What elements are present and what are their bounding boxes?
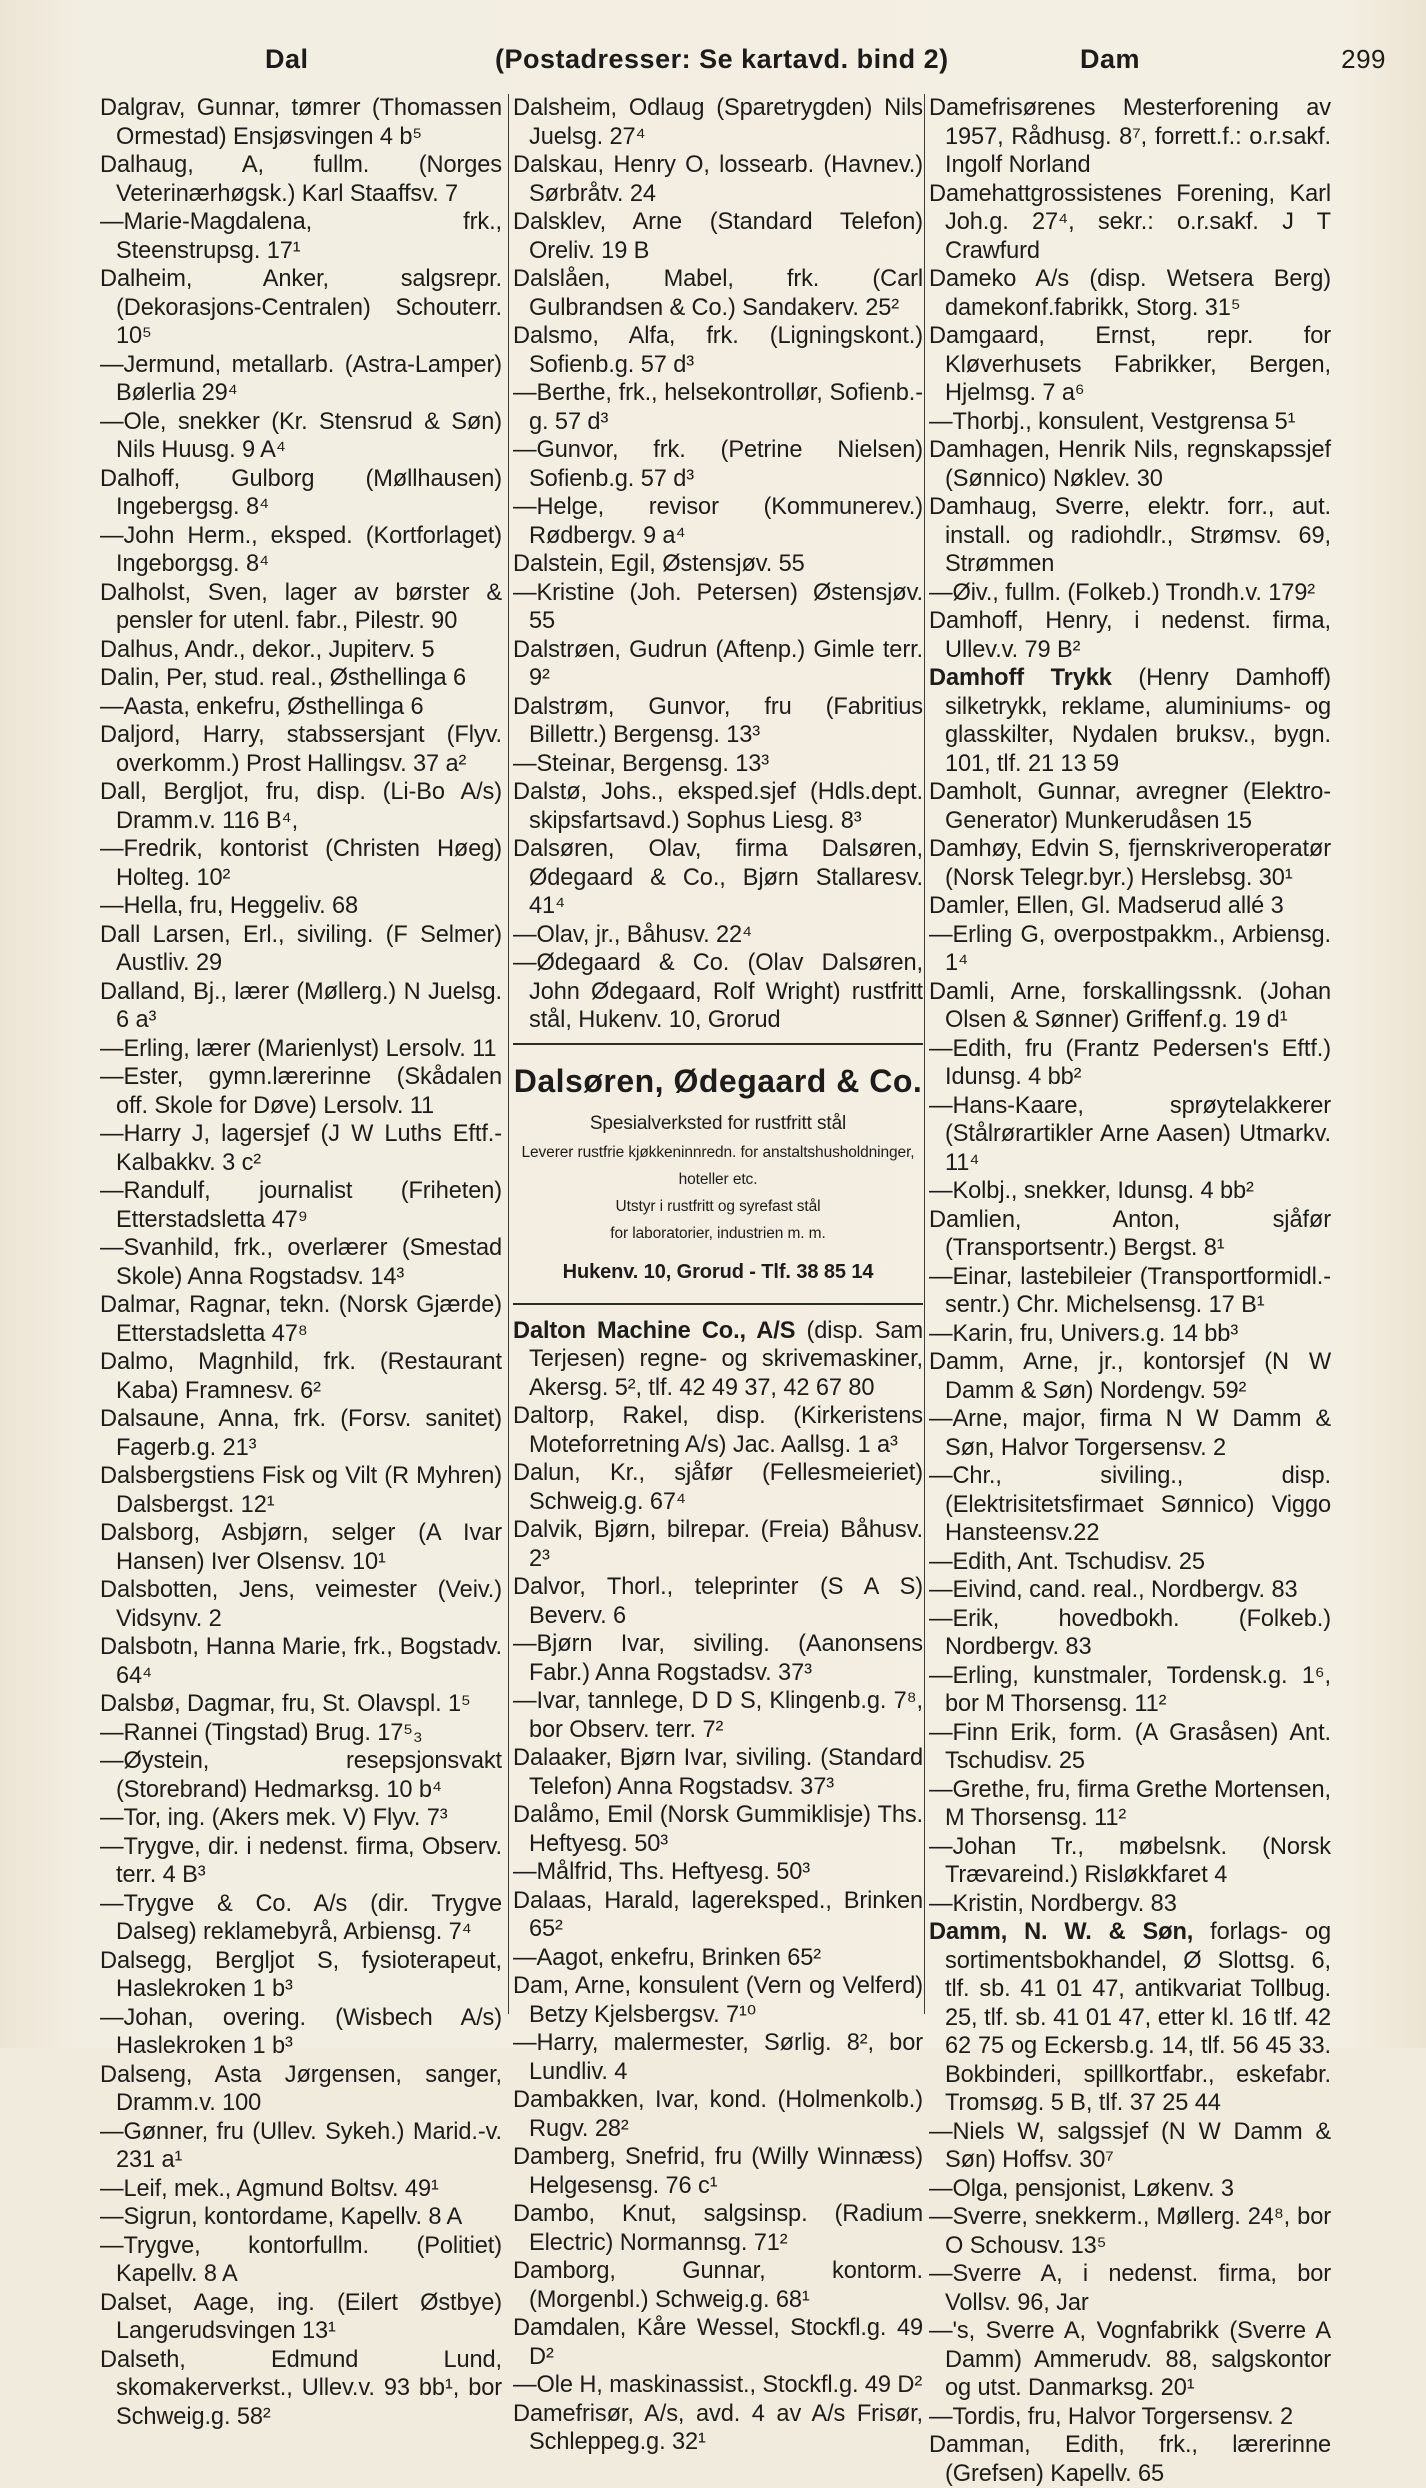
entry-text: Damli, Arne, forskallingssnk. (Johan Olsen & Sønner) Griffenf.g. 19 d¹	[929, 978, 1331, 1033]
directory-entry	[929, 322, 1331, 408]
entry-text: —Aagot, enkefru, Brinken 65²	[513, 1944, 822, 1971]
header-left-guide-word: Dal	[265, 44, 309, 74]
directory-entry	[929, 579, 1331, 608]
entry-text: —Edith, Ant. Tschudisv. 25	[929, 1548, 1205, 1575]
entry-text: —Olga, pensjonist, Løkenv. 3	[929, 2175, 1234, 2202]
ad-subtitle: Spesialverksted for rustfritt stål	[589, 1112, 847, 1134]
entry-text: —Eivind, cand. real., Nordbergv. 83	[929, 1577, 1298, 1603]
entry-text: Dalvor, Thorl., teleprinter (S A S) Beverv. 6	[513, 1574, 923, 1629]
entry-text: —Erik, hovedbokh. (Folkeb.) Nordbergv. 83	[929, 1605, 1331, 1660]
entry-text: Damlien, Anton, sjåfør (Transportsentr.) Bergst. 8¹	[929, 1206, 1331, 1261]
directory-entry	[929, 1918, 1331, 2118]
directory-entry	[929, 2403, 1331, 2432]
directory-entry	[513, 1858, 923, 1887]
entry-text: —Tordis, fru, Halvor Torgersensv. 2	[929, 2403, 1294, 2430]
directory-entry	[513, 1744, 923, 1801]
directory-entry	[929, 2203, 1331, 2260]
directory-entry	[929, 436, 1331, 493]
entry-text: —Sverre A, i nedenst. firma, bor Vollsv. 96, Jar	[929, 2261, 1331, 2316]
directory-entry: —Johan, overing. (Wisbech A/s) Haslekroken 1 b³	[100, 2004, 502, 2059]
directory-entry: —Olav, jr., Båhusv. 22⁴	[513, 921, 753, 948]
directory-entry	[513, 1402, 923, 1459]
entry-text: —Johan Tr., møbelsnk. (Norsk Trævareind.) Risløkkfaret 4	[929, 1833, 1331, 1888]
directory-entry	[929, 1890, 1331, 1919]
directory-entry	[929, 2260, 1331, 2317]
directory-entry: Dalstø, Johs., eksped.sjef (Hdls.dept. skipsfartsavd.) Sophus Liesg. 8³	[513, 779, 923, 834]
page-number: 299	[1341, 44, 1386, 74]
column-3	[924, 94, 1332, 2487]
directory-entry	[929, 1833, 1331, 1890]
entry-text: —Kolbj., snekker, Idunsg. 4 bb²	[929, 1178, 1254, 1204]
directory-entry: —Kristine (Joh. Petersen) Østensjøv. 55	[513, 579, 923, 634]
directory-entry	[513, 2314, 923, 2371]
entry-text: Dalåmo, Emil (Norsk Gummiklisje) Ths. Heftyesg. 50³	[513, 1802, 923, 1857]
directory-entry	[513, 1630, 923, 1687]
directory-entry: —Steinar, Bergensg. 13³	[513, 750, 770, 777]
directory-entry: Dalin, Per, stud. real., Østhellinga 6	[100, 665, 467, 691]
entry-text: —Erling, kunstmaler, Tordensk.g. 1⁶, bor M Thorsensg. 11²	[929, 1662, 1331, 1717]
entry-text: —Målfrid, Ths. Heftyesg. 50³	[513, 1859, 811, 1885]
entry-text: Dalaaker, Bjørn Ivar, siviling. (Standard Telefon) Anna Rogstadsv. 37³	[513, 1745, 923, 1800]
directory-entry: —Hella, fru, Heggeliv. 68	[100, 893, 359, 919]
directory-entry: Dalgrav, Gunnar, tømrer (Thomassen Ormestad) Ensjøsvingen 4 b⁵	[100, 95, 502, 150]
directory-entry: Dalholst, Sven, lager av børster & pensler for utenl. fabr., Pilestr. 90	[100, 579, 502, 634]
directory-entry: —Marie-Magdalena, frk., Steenstrupsg. 17¹	[100, 209, 502, 264]
header-right-guide-word: Dam	[1080, 44, 1141, 74]
entry-text: Damler, Ellen, Gl. Madserud allé 3	[929, 893, 1284, 919]
directory-entry	[929, 1662, 1331, 1719]
directory-entry	[929, 1177, 1331, 1206]
entry-text: —Arne, major, firma N W Damm & Søn, Halvor Torgersensv. 2	[929, 1406, 1331, 1461]
directory-entry	[929, 2431, 1331, 2488]
directory-entry: —Aasta, enkefru, Østhellinga 6	[100, 693, 424, 720]
directory-entry	[929, 1576, 1331, 1605]
directory-entry: Dalsaune, Anna, frk. (Forsv. sanitet) Fagerb.g. 21³	[100, 1406, 502, 1461]
directory-entry	[929, 2175, 1331, 2204]
entry-text: —Hans-Kaare, sprøytelakkerer (Stålrørartikler Arne Aasen) Utmarkv. 11⁴	[929, 1092, 1331, 1176]
directory-entry: Dalsheim, Odlaug (Sparetrygden) Nils Juelsg. 27⁴	[513, 95, 923, 150]
directory-entry	[513, 2257, 923, 2314]
directory-entry: Dalsbergstiens Fisk og Vilt (R Myhren) Dalsbergst. 12¹	[100, 1463, 502, 1518]
ad-line-2: Utstyr i rustfritt og syrefast stål	[615, 1197, 821, 1215]
directory-entry	[513, 1687, 923, 1744]
entry-text: —Øiv., fullm. (Folkeb.) Trondh.v. 179²	[929, 579, 1316, 606]
directory-entry: Dalsklev, Arne (Standard Telefon) Oreliv. 19 B	[513, 209, 923, 264]
entry-text: Damhagen, Henrik Nils, regnskapssjef (Sønnico) Nøklev. 30	[929, 437, 1331, 492]
directory-entry	[929, 493, 1331, 579]
entry-text: —'s, Sverre A, Vognfabrikk (Sverre A Damm) Ammerudv. 88, salgskontor og utst. Danmarksg. 20¹	[929, 2318, 1331, 2401]
directory-entry: —Sigrun, kontordame, Kapellv. 8 A	[100, 2204, 463, 2230]
directory-entry: Dalstrøen, Gudrun (Aftenp.) Gimle terr. 9²	[513, 636, 923, 691]
directory-entry: Dalmo, Magnhild, frk. (Restaurant Kaba) Framnesv. 6²	[100, 1349, 502, 1404]
directory-entry	[929, 892, 1331, 921]
entry-text: —Sverre, snekkerm., Møllerg. 24⁸, bor O Schousv. 13⁵	[929, 2204, 1331, 2259]
directory-entry: Dalsbotten, Jens, veimester (Veiv.) Vidsynv. 2	[100, 1577, 502, 1632]
directory-entry: Dalmar, Ragnar, tekn. (Norsk Gjærde) Etterstadsletta 47⁸	[100, 1292, 502, 1347]
directory-entry: Dalhaug, A, fullm. (Norges Veterinærhøgsk.) Karl Staaffsv. 7	[100, 152, 502, 207]
directory-entry: Dalslåen, Mabel, frk. (Carl Gulbrandsen & Co.) Sandakerv. 25²	[513, 266, 923, 321]
header-center-note: (Postadresser: Se kartavd. bind 2)	[495, 44, 949, 74]
directory-entry: —Berthe, frk., helsekontrollør, Sofienb.-g. 57 d³	[513, 380, 923, 435]
directory-entry	[929, 1776, 1331, 1833]
ad-line-3: for laboratorier, industrien m. m.	[610, 1224, 826, 1242]
directory-entry: —Øystein, resepsjonsvakt (Storebrand) Hedmarksg. 10 b⁴	[100, 1748, 502, 1803]
entry-text: —Kristin, Nordbergv. 83	[929, 1890, 1177, 1917]
directory-entry: Dalseth, Edmund Lund, skomakerverkst., Ullev.v. 93 bb¹, bor Schweig.g. 58²	[100, 2346, 502, 2430]
ad-title: Dalsøren, Ødegaard & Co.	[513, 1062, 923, 1099]
entry-text: Dalaas, Harald, lagereksped., Brinken 65²	[513, 1887, 923, 1942]
directory-entry: —Rannei (Tingstad) Brug. 17⁵₃	[100, 1719, 423, 1746]
entry-text: —Finn Erik, form. (A Grasåsen) Ant. Tschudisv. 25	[929, 1719, 1331, 1774]
entry-text: (Henry Damhoff) silketrykk, reklame, aluminiums- og glasskilter, Nydalen bruksv., bygn. 101, tlf. 21 13 59	[945, 665, 1332, 777]
entry-text: —Harry, malermester, Sørlig. 8², bor Lundliv. 4	[513, 2030, 923, 2085]
directory-entry	[929, 1719, 1331, 1776]
directory-entry	[929, 1092, 1331, 1178]
directory-entry	[929, 2118, 1331, 2175]
directory-entry	[929, 94, 1331, 180]
directory-entry	[513, 2371, 923, 2400]
directory-entry: —Fredrik, kontorist (Christen Høeg) Holteg. 10²	[100, 836, 502, 891]
entry-text: Dalvik, Bjørn, bilrepar. (Freia) Båhusv. 2³	[513, 1517, 923, 1572]
entry-text: Damhøy, Edvin S, fjernskriveroperatør (Norsk Telegr.byr.) Herslebsg. 30¹	[929, 836, 1331, 891]
entry-text: Dambakken, Ivar, kond. (Holmenkolb.) Rugv. 28²	[513, 2087, 923, 2142]
directory-entry: Dalsmo, Alfa, frk. (Ligningskont.) Sofienb.g. 57 d³	[513, 323, 923, 378]
directory-entry	[513, 2029, 923, 2086]
entry-text: Daltorp, Rakel, disp. (Kirkeristens Moteforretning A/s) Jac. Aallsg. 1 a³	[513, 1403, 923, 1458]
entry-text: Dalun, Kr., sjåfør (Fellesmeieriet) Schweig.g. 67⁴	[513, 1460, 923, 1515]
column-2-entries-bottom	[513, 1317, 923, 2457]
entry-text: Damborg, Gunnar, kontorm. (Morgenbl.) Schweig.g. 68¹	[513, 2258, 923, 2313]
directory-entry: —Trygve, kontorfullm. (Politiet) Kapellv. 8 A	[100, 2232, 502, 2287]
entry-highlight-name: Damhoff Trykk	[929, 665, 1112, 691]
directory-entry: Dalheim, Anker, salgsrepr. (Dekorasjons-Centralen) Schouterr. 10⁵	[100, 266, 502, 349]
ad-address: Hukenv. 10, Grorud - Tlf. 38 85 14	[562, 1260, 874, 1283]
directory-entry	[929, 1348, 1331, 1405]
directory-entry	[513, 1972, 923, 2029]
directory-entry	[929, 408, 1331, 437]
directory-entry: —Randulf, journalist (Friheten) Etterstadsletta 47⁹	[100, 1178, 502, 1233]
directory-entry	[929, 1605, 1331, 1662]
directory-entry: —Trygve, dir. i nedenst. firma, Observ. terr. 4 B³	[100, 1833, 502, 1888]
directory-entry: Dalland, Bj., lærer (Møllerg.) N Juelsg. 6 a³	[100, 978, 502, 1033]
entry-text: Damgaard, Ernst, repr. for Kløverhusets Fabrikker, Bergen, Hjelmsg. 7 a⁶	[929, 323, 1331, 406]
entry-text: Damhaug, Sverre, elektr. forr., aut. install. og radiohdlr., Strømsv. 69, Strømmen	[929, 494, 1331, 577]
directory-entry: —John Herm., eksped. (Kortforlaget) Ingeborgsg. 8⁴	[100, 522, 502, 577]
entry-text: Damdalen, Kåre Wessel, Stockfl.g. 49 D²	[513, 2315, 923, 2370]
advertisement-box	[513, 1043, 923, 1305]
directory-entry: —Helge, revisor (Kommunerev.) Rødbergv. 9 a⁴	[513, 494, 923, 549]
directory-entry: Dalstrøm, Gunvor, fru (Fabritius Billettr.) Bergensg. 13³	[513, 693, 923, 748]
directory-entry	[513, 2200, 923, 2257]
directory-entry: Dall, Bergljot, fru, disp. (Li-Bo A/s) Dramm.v. 116 B⁴,	[100, 779, 502, 834]
entry-text: —Ivar, tannlege, D D S, Klingenb.g. 7⁸, bor Observ. terr. 7²	[513, 1688, 923, 1743]
entry-text: Damm, Arne, jr., kontorsjef (N W Damm & Søn) Nordengv. 59²	[929, 1349, 1331, 1404]
directory-entry	[929, 265, 1331, 322]
entry-text: —Edith, fru (Frantz Pedersen's Eftf.) Idunsg. 4 bb²	[929, 1035, 1331, 1090]
directory-entry	[513, 1317, 923, 1403]
entry-text: (disp. Sam Terjesen) regne- og skrivemaskiner, Akersg. 5², tlf. 42 49 37, 42 67 80	[529, 1317, 923, 1401]
directory-entry: —Trygve & Co. A/s (dir. Trygve Dalseg) reklamebyrå, Arbiensg. 7⁴	[100, 1890, 502, 1945]
directory-entry	[929, 921, 1331, 978]
directory-entry	[929, 978, 1331, 1035]
directory-entry: Dall Larsen, Erl., siviling. (F Selmer) Austliv. 29	[100, 921, 502, 976]
directory-entry	[929, 607, 1331, 664]
directory-entry: Dalsbotn, Hanna Marie, frk., Bogstadv. 64⁴	[100, 1634, 502, 1689]
directory-entry	[929, 664, 1331, 778]
directory-entry	[929, 1320, 1331, 1349]
page-header	[100, 38, 1386, 82]
directory-entry	[929, 1462, 1331, 1548]
directory-entry: —Leif, mek., Agmund Boltsv. 49¹	[100, 2175, 439, 2202]
directory-entry: —Ole, snekker (Kr. Stensrud & Søn) Nils Huusg. 9 A⁴	[100, 408, 502, 463]
directory-entry: Dalskau, Henry O, lossearb. (Havnev.) Sørbråtv. 24	[513, 152, 923, 207]
directory-entry: —Tor, ing. (Akers mek. V) Flyv. 7³	[100, 1805, 448, 1831]
entry-text: —Ole H, maskinassist., Stockfl.g. 49 D²	[513, 2372, 923, 2398]
directory-entry	[513, 1801, 923, 1858]
ad-line-1: Leverer rustfrie kjøkkeninnredn. for anstaltshusholdninger, hoteller etc.	[521, 1143, 915, 1188]
directory-entry: Daljord, Harry, stabssersjant (Flyv. overkomm.) Prost Hallingsv. 37 a²	[100, 722, 502, 777]
directory-entry	[929, 835, 1331, 892]
entry-text: Dambo, Knut, salgsinsp. (Radium Electric) Normannsg. 71²	[513, 2201, 923, 2256]
directory-entry	[929, 778, 1331, 835]
entry-text: —Einar, lastebileier (Transportformidl.-sentr.) Chr. Michelsensg. 17 B¹	[929, 1263, 1331, 1318]
directory-entry: Dalseng, Asta Jørgensen, sanger, Dramm.v. 100	[100, 2061, 502, 2116]
directory-entry: Dalstein, Egil, Østensjøv. 55	[513, 551, 805, 577]
directory-entry	[513, 2400, 923, 2457]
entry-text: Damholt, Gunnar, avregner (Elektro-Generator) Munkerudåsen 15	[929, 779, 1331, 834]
directory-entry: Dalsegg, Bergljot S, fysioterapeut, Haslekroken 1 b³	[100, 1947, 502, 2002]
entry-text: Dameko A/s (disp. Wetsera Berg) damekonf.fabrikk, Storg. 31⁵	[929, 266, 1331, 321]
entry-text: Damefrisør, A/s, avd. 4 av A/s Frisør, Schleppeg.g. 32¹	[513, 2400, 923, 2455]
directory-entry: —Ødegaard & Co. (Olav Dalsøren, John Ødegaard, Rolf Wright) rustfritt stål, Hukenv. 10, Grorud	[513, 950, 923, 1033]
directory-entry	[929, 2317, 1331, 2403]
directory-entry: Dalsøren, Olav, firma Dalsøren, Ødegaard & Co., Bjørn Stallaresv. 41⁴	[513, 836, 923, 919]
directory-entry: —Gønner, fru (Ullev. Sykeh.) Marid.-v. 231 a¹	[100, 2118, 502, 2173]
directory-entry: Dalsborg, Asbjørn, selger (A Ivar Hansen) Iver Olsensv. 10¹	[100, 1520, 502, 1575]
entry-highlight-name: Damm, N. W. & Søn,	[929, 1919, 1194, 1945]
directory-entry	[929, 1035, 1331, 1092]
directory-entry: Dalhoff, Gulborg (Møllhausen) Ingebergsg. 8⁴	[100, 465, 502, 520]
entry-text: Damhoff, Henry, i nedenst. firma, Ullev.v. 79 B²	[929, 608, 1331, 663]
directory-entry	[513, 1516, 923, 1573]
directory-entry	[513, 1944, 923, 1973]
directory-entry	[513, 2086, 923, 2143]
entry-text: —Chr., siviling., disp. (Elektrisitetsfirmaet Sønnico) Viggo Hansteensv.22	[929, 1463, 1331, 1546]
entry-text: —Thorbj., konsulent, Vestgrensa 5¹	[929, 408, 1296, 435]
directory-entry: —Gunvor, frk. (Petrine Nielsen) Sofienb.g. 57 d³	[513, 437, 923, 492]
entry-text: —Grethe, fru, firma Grethe Mortensen, M Thorsensg. 11²	[929, 1776, 1331, 1831]
entry-text: forlags- og sortimentsbokhandel, Ø Slottsg. 6, tlf. sb. 41 01 47, antikvariat Tollbug. 25, tlf. sb. 41 01 47, etter kl. 16 tlf. 42 62 75 og Eckersb.g. 14, tlf. 56 45 33. Bokbinderi, spillkortfabr., eskefabr. Tromsøg. 5 B, tlf. 37 25 44	[945, 1919, 1331, 2116]
directory-entry	[513, 1573, 923, 1630]
directory-entry	[513, 2143, 923, 2200]
directory-entry: —Erling, lærer (Marienlyst) Lersolv. 11	[100, 1035, 497, 1062]
directory-entry	[513, 1459, 923, 1516]
directory-entry	[929, 1263, 1331, 1320]
entry-highlight-name: Dalton Machine Co., A/S	[513, 1317, 796, 1344]
directory-entry: Dalsbø, Dagmar, fru, St. Olavspl. 1⁵	[100, 1691, 471, 1717]
entry-text: Damman, Edith, frk., lærerinne (Grefsen) Kapellv. 65	[929, 2432, 1331, 2487]
entry-text: Damefrisørenes Mesterforening av 1957, Rådhusg. 8⁷, forrett.f.: o.r.sakf. Ingolf Norland	[929, 95, 1331, 178]
directory-entry	[929, 1405, 1331, 1462]
directory-entry: Dalhus, Andr., dekor., Jupiterv. 5	[100, 636, 435, 663]
column-2-entries-top	[513, 94, 923, 1035]
directory-entry	[513, 1887, 923, 1944]
column-1	[100, 94, 502, 2430]
directory-entry	[929, 1206, 1331, 1263]
directory-entry: Dalset, Aage, ing. (Eilert Østbye) Langerudsvingen 13¹	[100, 2289, 502, 2344]
directory-entry: —Jermund, metallarb. (Astra-Lamper) Bølerlia 29⁴	[100, 351, 502, 406]
column-2	[508, 94, 923, 2455]
entry-text: Damehattgrossistenes Forening, Karl Joh.g. 27⁴, sekr.: o.r.sakf. J T Crawfurd	[929, 180, 1331, 264]
directory-entry: —Harry J, lagersjef (J W Luths Eftf.-Kalbakkv. 3 c²	[100, 1121, 502, 1176]
entry-text: —Bjørn Ivar, siviling. (Aanonsens Fabr.) Anna Rogstadsv. 37³	[513, 1631, 923, 1686]
entry-text: Damberg, Snefrid, fru (Willy Winnæss) Helgesensg. 76 c¹	[513, 2144, 923, 2199]
entry-text: Dam, Arne, konsulent (Vern og Velferd) Betzy Kjelsbergsv. 7¹⁰	[513, 1973, 923, 2028]
entry-text: —Niels W, salgssjef (N W Damm & Søn) Hoffsv. 30⁷	[929, 2118, 1331, 2173]
directory-entry	[929, 1548, 1331, 1577]
directory-entry: —Svanhild, frk., overlærer (Smestad Skole) Anna Rogstadsv. 14³	[100, 1235, 502, 1290]
entry-text: —Erling G, overpostpakkm., Arbiensg. 1⁴	[929, 921, 1331, 976]
directory-entry	[929, 180, 1331, 266]
directory-entry: —Ester, gymn.lærerinne (Skådalen off. Skole for Døve) Lersolv. 11	[100, 1064, 502, 1119]
entry-text: —Karin, fru, Univers.g. 14 bb³	[929, 1320, 1239, 1347]
